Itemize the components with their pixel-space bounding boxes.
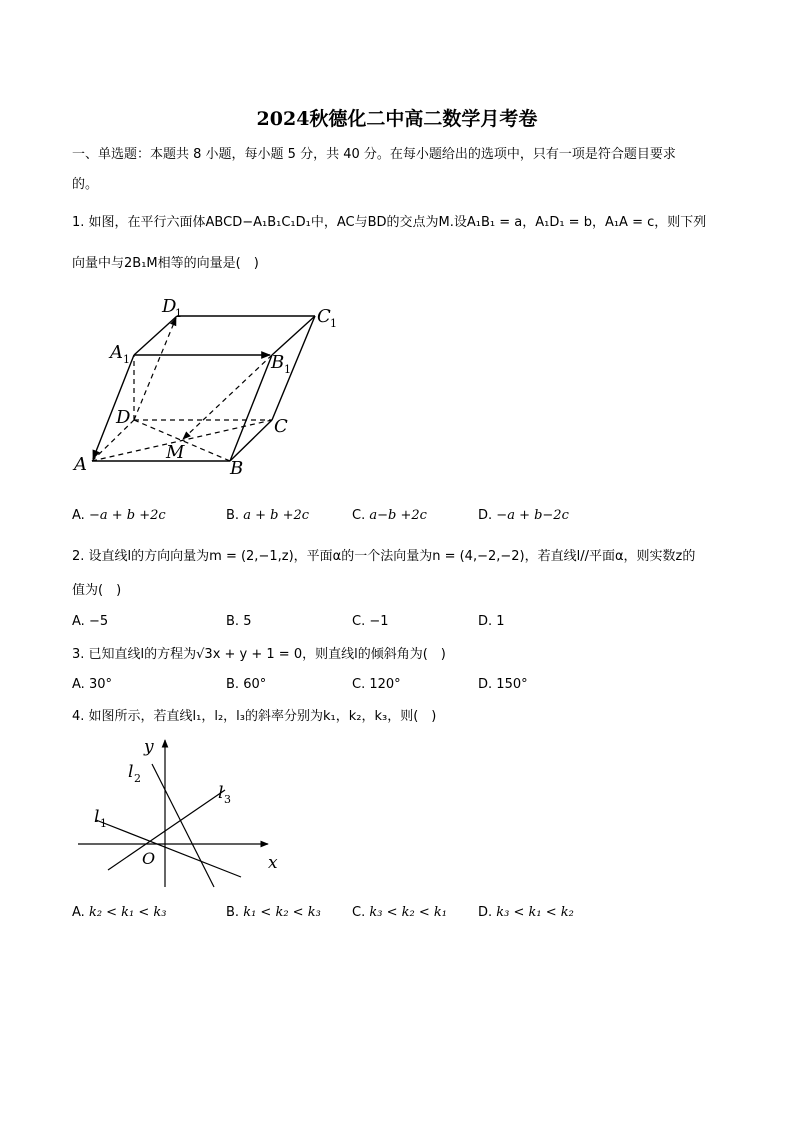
q2-option-c[interactable]: C. −1 (352, 614, 389, 629)
q2-stem-line1: 2. 设直线l的方向向量为m = (2,−1,z)，平面α的一个法向量为n = (4,−2,−2)，若直线l//平面α，则实数z的 (72, 549, 696, 564)
q3-option-b[interactable]: B. 60° (226, 677, 267, 692)
label-l2: l (128, 762, 134, 782)
edge-A1D1 (134, 316, 177, 355)
label-D: D (116, 407, 131, 428)
label-B1: B (271, 352, 285, 373)
q1-option-d[interactable]: D. −a + b−2c (478, 508, 569, 523)
label-l2-sub: 2 (134, 772, 141, 785)
label-l3: l (218, 783, 224, 803)
label-x: x (268, 853, 278, 873)
q3-option-a[interactable]: A. 30° (72, 677, 112, 692)
q3-option-d[interactable]: D. 150° (478, 677, 528, 692)
label-l3-sub: 3 (224, 793, 231, 806)
q1-parallelepiped-figure (60, 290, 360, 480)
q1-stem-line2: 向量中与2B₁M相等的向量是( ) (72, 256, 259, 271)
q1-option-a[interactable]: A. −a + b +2c (72, 508, 166, 523)
label-M: M (166, 442, 185, 463)
q4-stem-line1: 4. 如图所示，若直线l₁，l₂，l₃的斜率分别为k₁，k₂，k₃，则( ) (72, 709, 437, 724)
label-y: y (144, 737, 154, 757)
label-D1: D (162, 296, 177, 317)
label-C1-sub: 1 (330, 317, 337, 330)
edge-BC (230, 420, 272, 461)
q4-option-a[interactable]: A. k₂ < k₁ < k₃ (72, 905, 167, 920)
label-A1-sub: 1 (123, 353, 130, 366)
q1-option-c[interactable]: C. a−b +2c (352, 508, 427, 523)
q3-option-c[interactable]: C. 120° (352, 677, 401, 692)
q4-lines-figure (70, 732, 295, 892)
label-C1: C (317, 306, 331, 327)
vector-b (134, 318, 176, 420)
label-D1-sub: 1 (175, 307, 182, 320)
edge-C1B1 (272, 316, 315, 355)
section-heading-line1: 一、单选题：本题共 8 小题，每小题 5 分，共 40 分。在每小题给出的选项中，只有一项是符合题目要求 (72, 147, 676, 162)
q1-stem-line1: 1. 如图，在平行六面体ABCD−A₁B₁C₁D₁中，AC与BD的交点为M.设A₁B₁ = a，A₁D₁ = b，A₁A = c，则下列 (72, 215, 707, 230)
label-B: B (230, 458, 244, 479)
q3-stem-line1: 3. 已知直线l的方程为√3x + y + 1 = 0，则直线l的倾斜角为( ) (72, 647, 446, 662)
q2-option-a[interactable]: A. −5 (72, 614, 109, 629)
q2-stem-line2: 值为( ) (72, 583, 122, 598)
vector-B1M (183, 355, 272, 439)
label-C: C (274, 416, 288, 437)
q4-option-d[interactable]: D. k₃ < k₁ < k₂ (478, 905, 574, 920)
label-l1-sub: 1 (100, 817, 107, 830)
q1-option-b[interactable]: B. a + b +2c (226, 508, 310, 523)
q4-option-b[interactable]: B. k₁ < k₂ < k₃ (226, 905, 321, 920)
line-l2 (152, 764, 214, 887)
q2-option-d[interactable]: D. 1 (478, 614, 505, 629)
label-origin: O (142, 849, 156, 868)
label-A1: A (110, 342, 123, 363)
section-heading-line2: 的。 (72, 177, 99, 192)
q4-option-c[interactable]: C. k₃ < k₂ < k₁ (352, 905, 447, 920)
q2-option-b[interactable]: B. 5 (226, 614, 252, 629)
edge-B1B (230, 355, 272, 461)
line-l3 (108, 790, 225, 870)
page-title: 2024秋德化二中高二数学月考卷 (256, 108, 538, 130)
label-B1-sub: 1 (284, 363, 291, 376)
label-A: A (74, 454, 87, 475)
label-l1: l (94, 807, 100, 827)
